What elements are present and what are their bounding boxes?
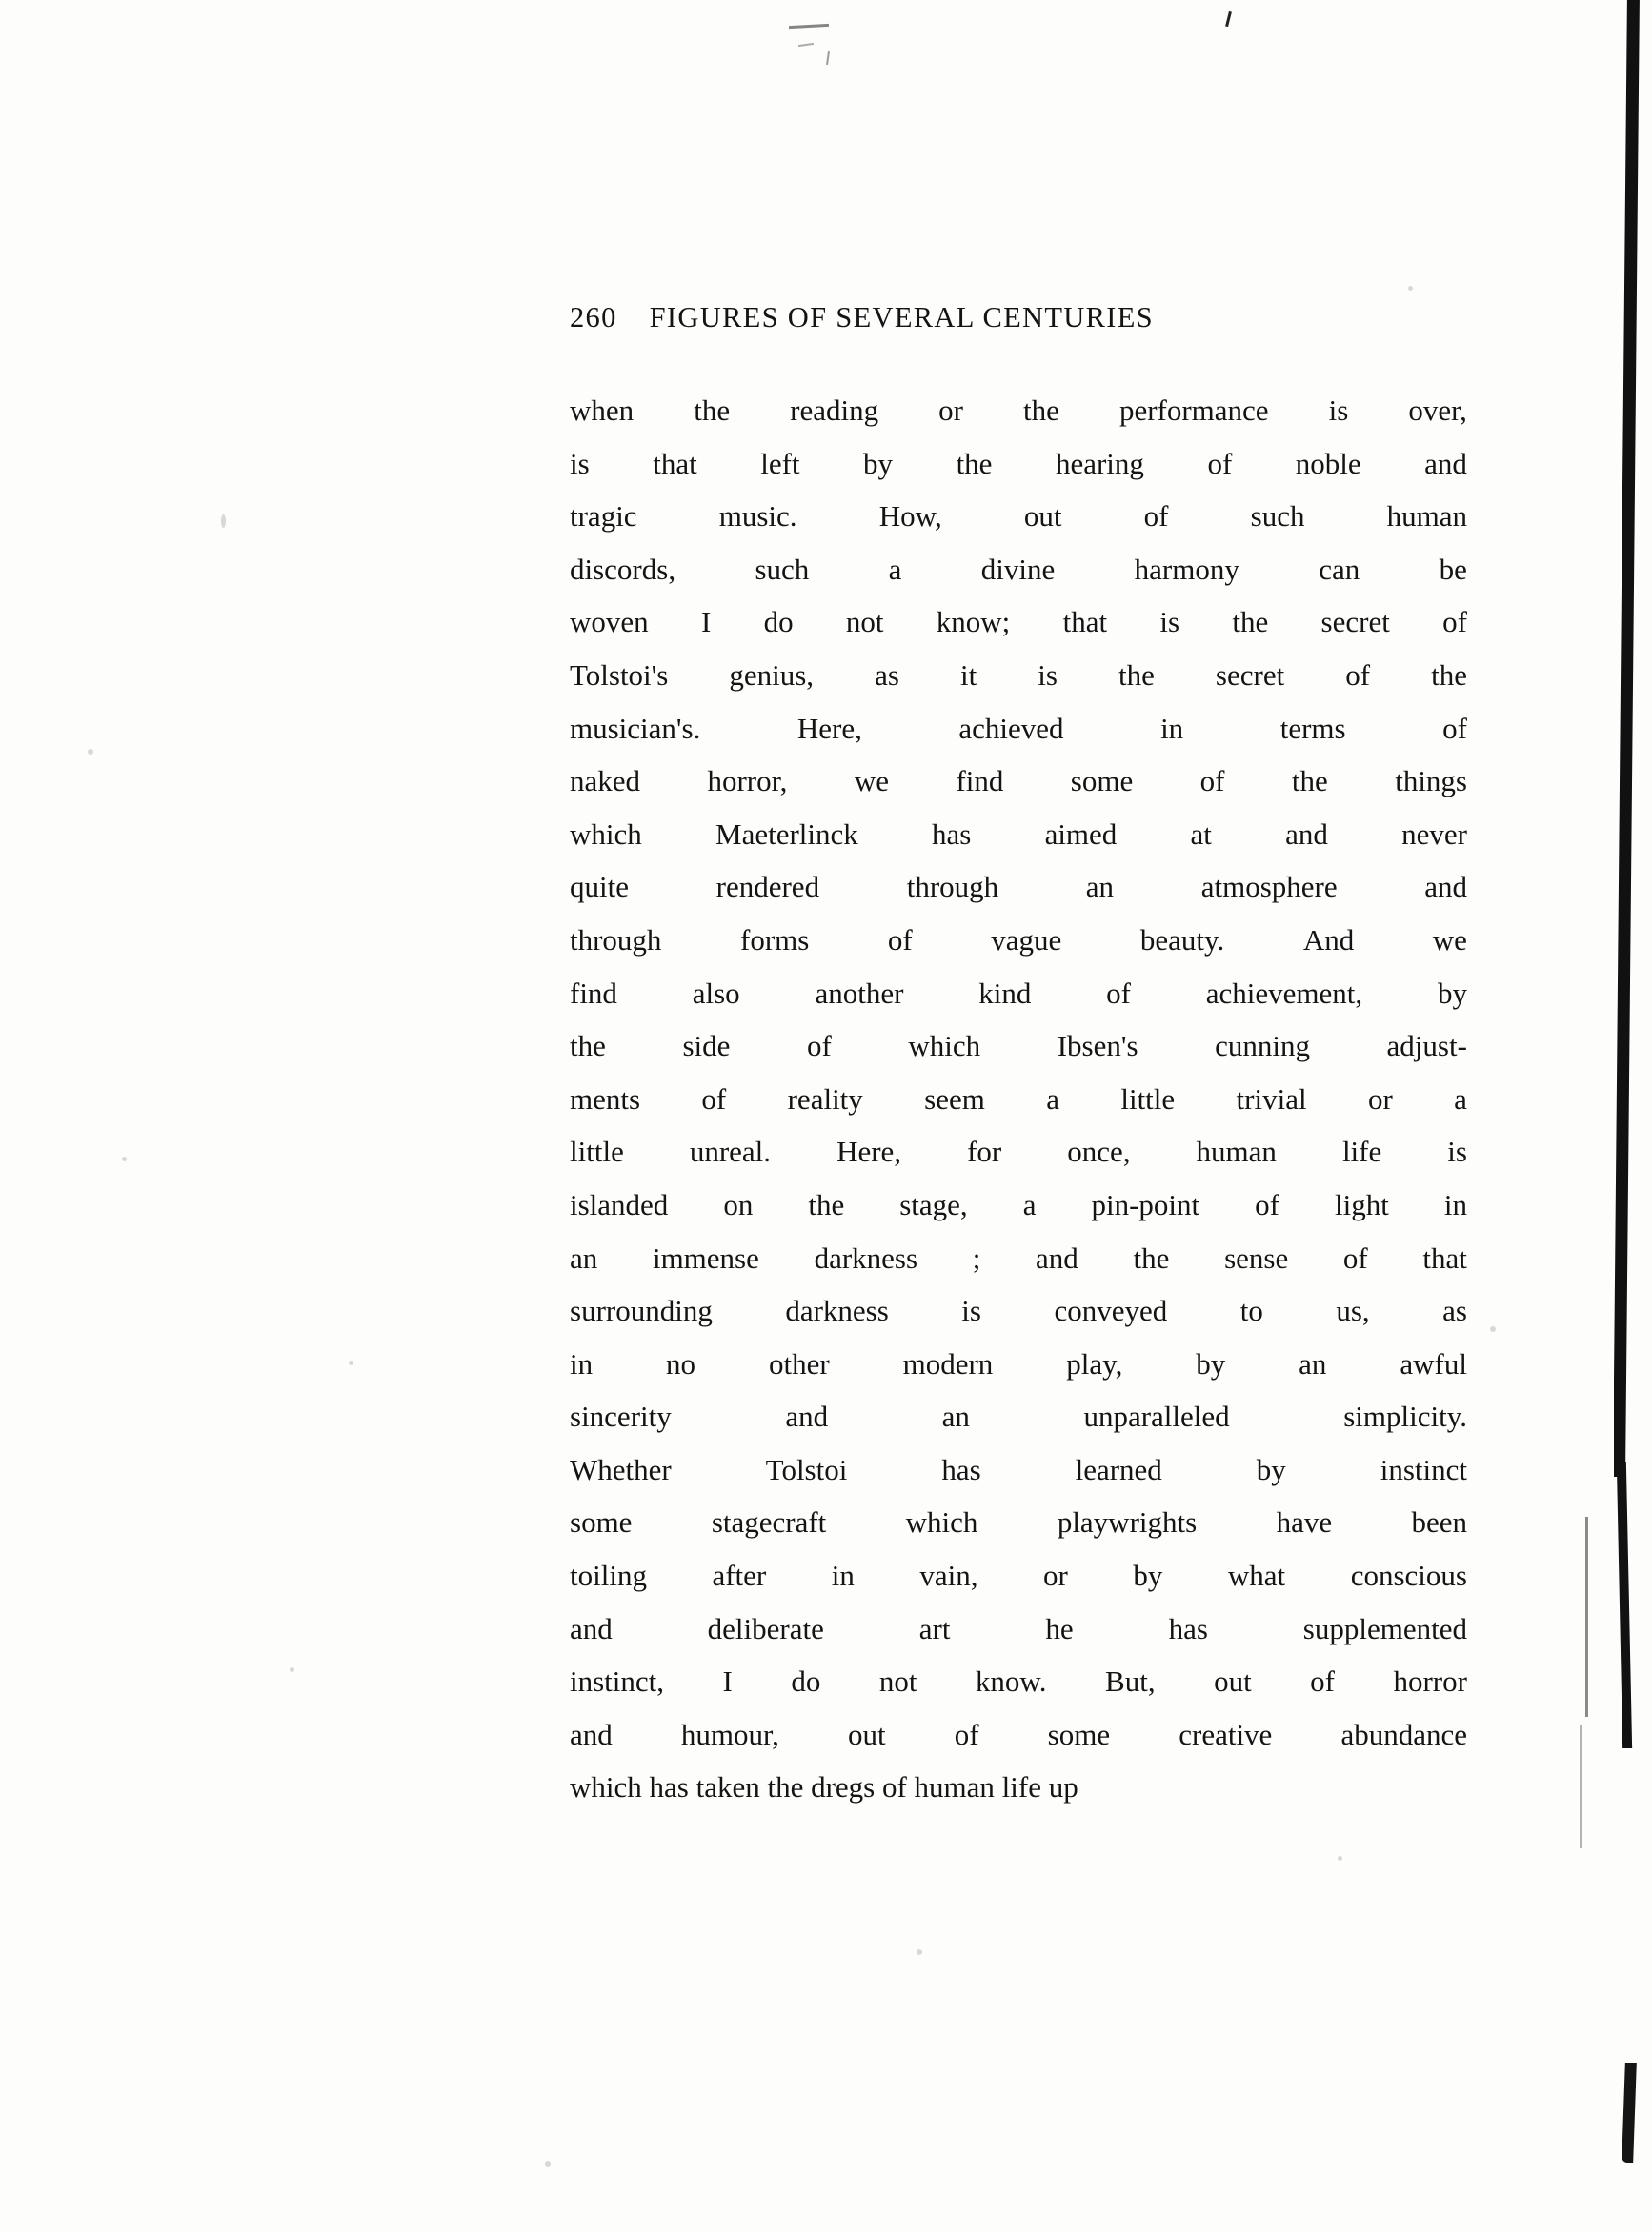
body-line: which Maeterlinck has aimed at and never [570, 817, 1467, 851]
scan-speck [1338, 1856, 1342, 1861]
gutter-line [1580, 1725, 1582, 1848]
body-line: little unreal. Here, for once, human life is [570, 1135, 1467, 1169]
body-line: through forms of vague beauty. And we [570, 922, 1467, 957]
body-line: some stagecraft which playwrights have been [570, 1505, 1467, 1540]
body-line: find also another kind of achievement, by [570, 976, 1467, 1010]
body-line: in no other modern play, by an awful [570, 1346, 1467, 1381]
scan-tick-mark [1225, 11, 1232, 27]
scan-speck [122, 1157, 127, 1161]
scan-speck [290, 1667, 294, 1672]
body-line: surrounding darkness is conveyed to us, as [570, 1294, 1467, 1328]
body-line: the side of which Ibsen's cunning adjust- [570, 1029, 1467, 1063]
scan-speck [917, 1949, 922, 1955]
scan-speck [1408, 286, 1413, 291]
body-line: woven I do not know; that is the secret of [570, 605, 1467, 639]
scan-speck [349, 1361, 353, 1365]
scan-smudge [789, 23, 856, 36]
scan-speck [88, 749, 93, 755]
body-line: an immense darkness ; and the sense of that [570, 1241, 1467, 1275]
body-line: islanded on the stage, a pin-point of light in [570, 1187, 1467, 1221]
body-line: musician's. Here, achieved in terms of [570, 711, 1467, 745]
body-line: instinct, I do not know. But, out of horror [570, 1664, 1467, 1699]
scan-speck [545, 2161, 551, 2167]
scan-speck [221, 514, 226, 528]
body-line: when the reading or the performance is over, [570, 393, 1467, 427]
body-line: discords, such a divine harmony can be [570, 552, 1467, 586]
body-line: tragic music. How, out of such human [570, 499, 1467, 534]
page-binding-edge [1614, 0, 1652, 2239]
body-line: Tolstoi's genius, as it is the secret of the [570, 657, 1467, 692]
scan-speck [1490, 1326, 1496, 1332]
gutter-line [1585, 1517, 1588, 1717]
running-head [570, 301, 1467, 334]
body-line: toiling after in vain, or by what conscious [570, 1559, 1467, 1593]
running-head-title: FIGURES OF SEVERAL CENTURIES [649, 301, 1154, 333]
body-paragraph [570, 384, 1467, 1814]
body-line: which has taken the dregs of human life up [570, 1770, 1078, 1805]
body-line: quite rendered through an atmosphere and [570, 870, 1467, 904]
body-line: Whether Tolstoi has learned by instinct [570, 1452, 1467, 1486]
body-line: is that left by the hearing of noble and [570, 446, 1467, 480]
body-line: sincerity and an unparalleled simplicity. [570, 1400, 1467, 1434]
page-number: 260 [570, 301, 617, 333]
body-line: naked horror, we find some of the things [570, 764, 1467, 798]
body-line: and deliberate art he has supplemented [570, 1611, 1467, 1645]
body-line: and humour, out of some creative abundance [570, 1717, 1467, 1751]
body-line: ments of reality seem a little trivial or a [570, 1081, 1467, 1116]
text-column [570, 301, 1467, 1814]
